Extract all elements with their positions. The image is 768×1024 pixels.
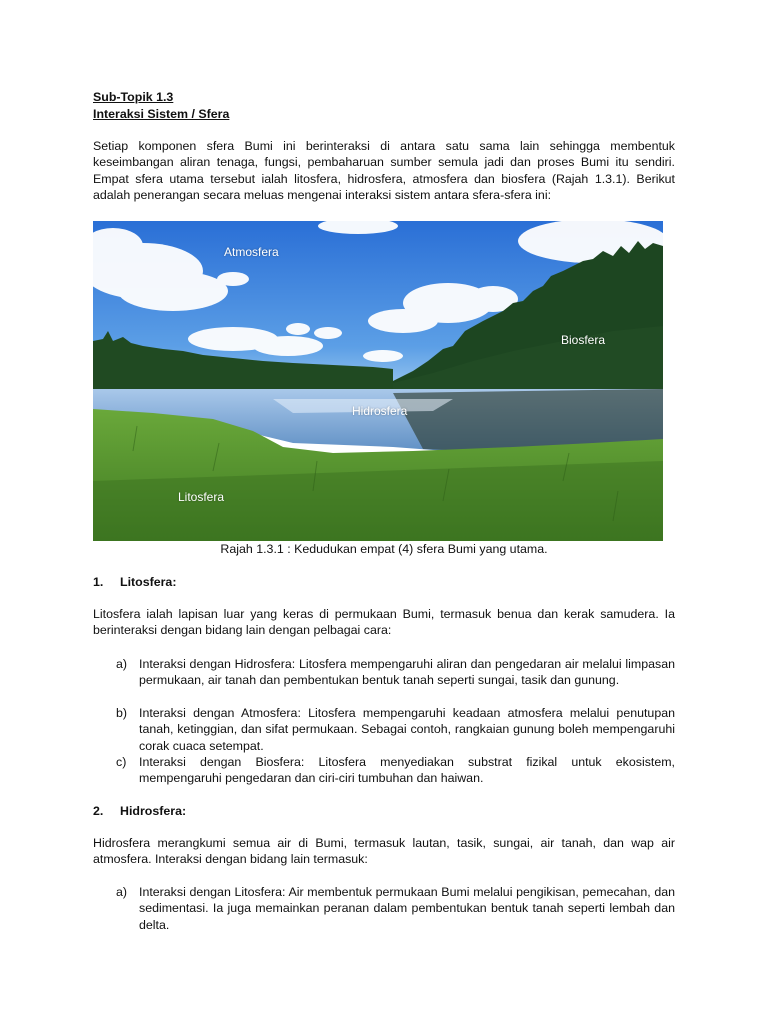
list-item	[116, 754, 675, 787]
section-2-intro: Hidrosfera merangkumi semua air di Bumi, termasuk lautan, tasik, sungai, air tanah, dan wap air atmosfera. Interaksi dengan bidang lain termasuk:	[93, 836, 675, 867]
section-1-intro: Litosfera ialah lapisan luar yang keras di permukaan Bumi, termasuk benua dan kerak samudera. Ia berinteraksi dengan bidang lain dengan pelbagai cara:	[93, 607, 675, 638]
spheres-figure	[93, 221, 663, 541]
section-2-number: 2.	[93, 804, 104, 818]
list-text: Interaksi dengan Biosfera: Litosfera menyediakan substrat fizikal untuk ekosistem, mempengaruhi pengedaran dan ciri-ciri tumbuhan dan haiwan.	[139, 755, 675, 786]
section-1-title	[93, 574, 176, 590]
label-biosfera: Biosfera	[561, 333, 606, 347]
list-text: Interaksi dengan Litosfera: Air membentuk permukaan Bumi melalui pengikisan, pemecahan, dan sedimentasi. Ia juga memainkan peranan dalam pembentukan bentuk tanah seperti lembah dan delta.	[139, 885, 675, 932]
section-2-heading: Hidrosfera:	[120, 804, 187, 818]
subtopic-label: Sub-Topik 1.3	[93, 90, 174, 104]
list-text: Interaksi dengan Hidrosfera: Litosfera mempengaruhi aliran dan pengedaran air melalui limpasan permukaan, air tanah dan pembentukan bentuk tanah seperti sungai, tasik dan gunung.	[139, 657, 675, 688]
list-marker: b)	[116, 706, 128, 720]
list-marker: c)	[116, 755, 127, 769]
label-hidrosfera: Hidrosfera	[352, 404, 408, 418]
list-item	[116, 656, 675, 689]
page-title: Interaksi Sistem / Sfera	[93, 107, 230, 121]
section-heading	[93, 89, 229, 123]
intro-paragraph: Setiap komponen sfera Bumi ini berinteraksi di antara satu sama lain sehingga membentuk keseimbangan aliran tenaga, fungsi, pembaharuan sumber semula jadi dan proses Bumi itu sendiri. Empat sfera utama tersebut ialah litosfera, hidrosfera, atmosfera dan biosfera (Rajah 1.3.1). Berikut adalah penerangan secara meluas mengenai interaksi sistem antara sfera-sfera ini:	[93, 139, 675, 203]
list-marker: a)	[116, 885, 128, 899]
list-text: Interaksi dengan Atmosfera: Litosfera mempengaruhi keadaan atmosfera melalui penutupan tanah, ketinggian, dan sifat permukaan. Sebagai contoh, rangkaian gunung boleh mempengaruhi corak cuaca setempat.	[139, 706, 675, 753]
section-2-title	[93, 803, 186, 819]
list-marker: a)	[116, 657, 128, 671]
section-1-number: 1.	[93, 575, 104, 589]
figure-caption: Rajah 1.3.1 : Kedudukan empat (4) sfera Bumi yang utama.	[220, 542, 548, 556]
label-litosfera: Litosfera	[178, 490, 225, 504]
label-atmosfera: Atmosfera	[224, 245, 279, 259]
list-item	[116, 884, 675, 933]
list-item	[116, 705, 675, 754]
section-1-heading: Litosfera:	[120, 575, 177, 589]
